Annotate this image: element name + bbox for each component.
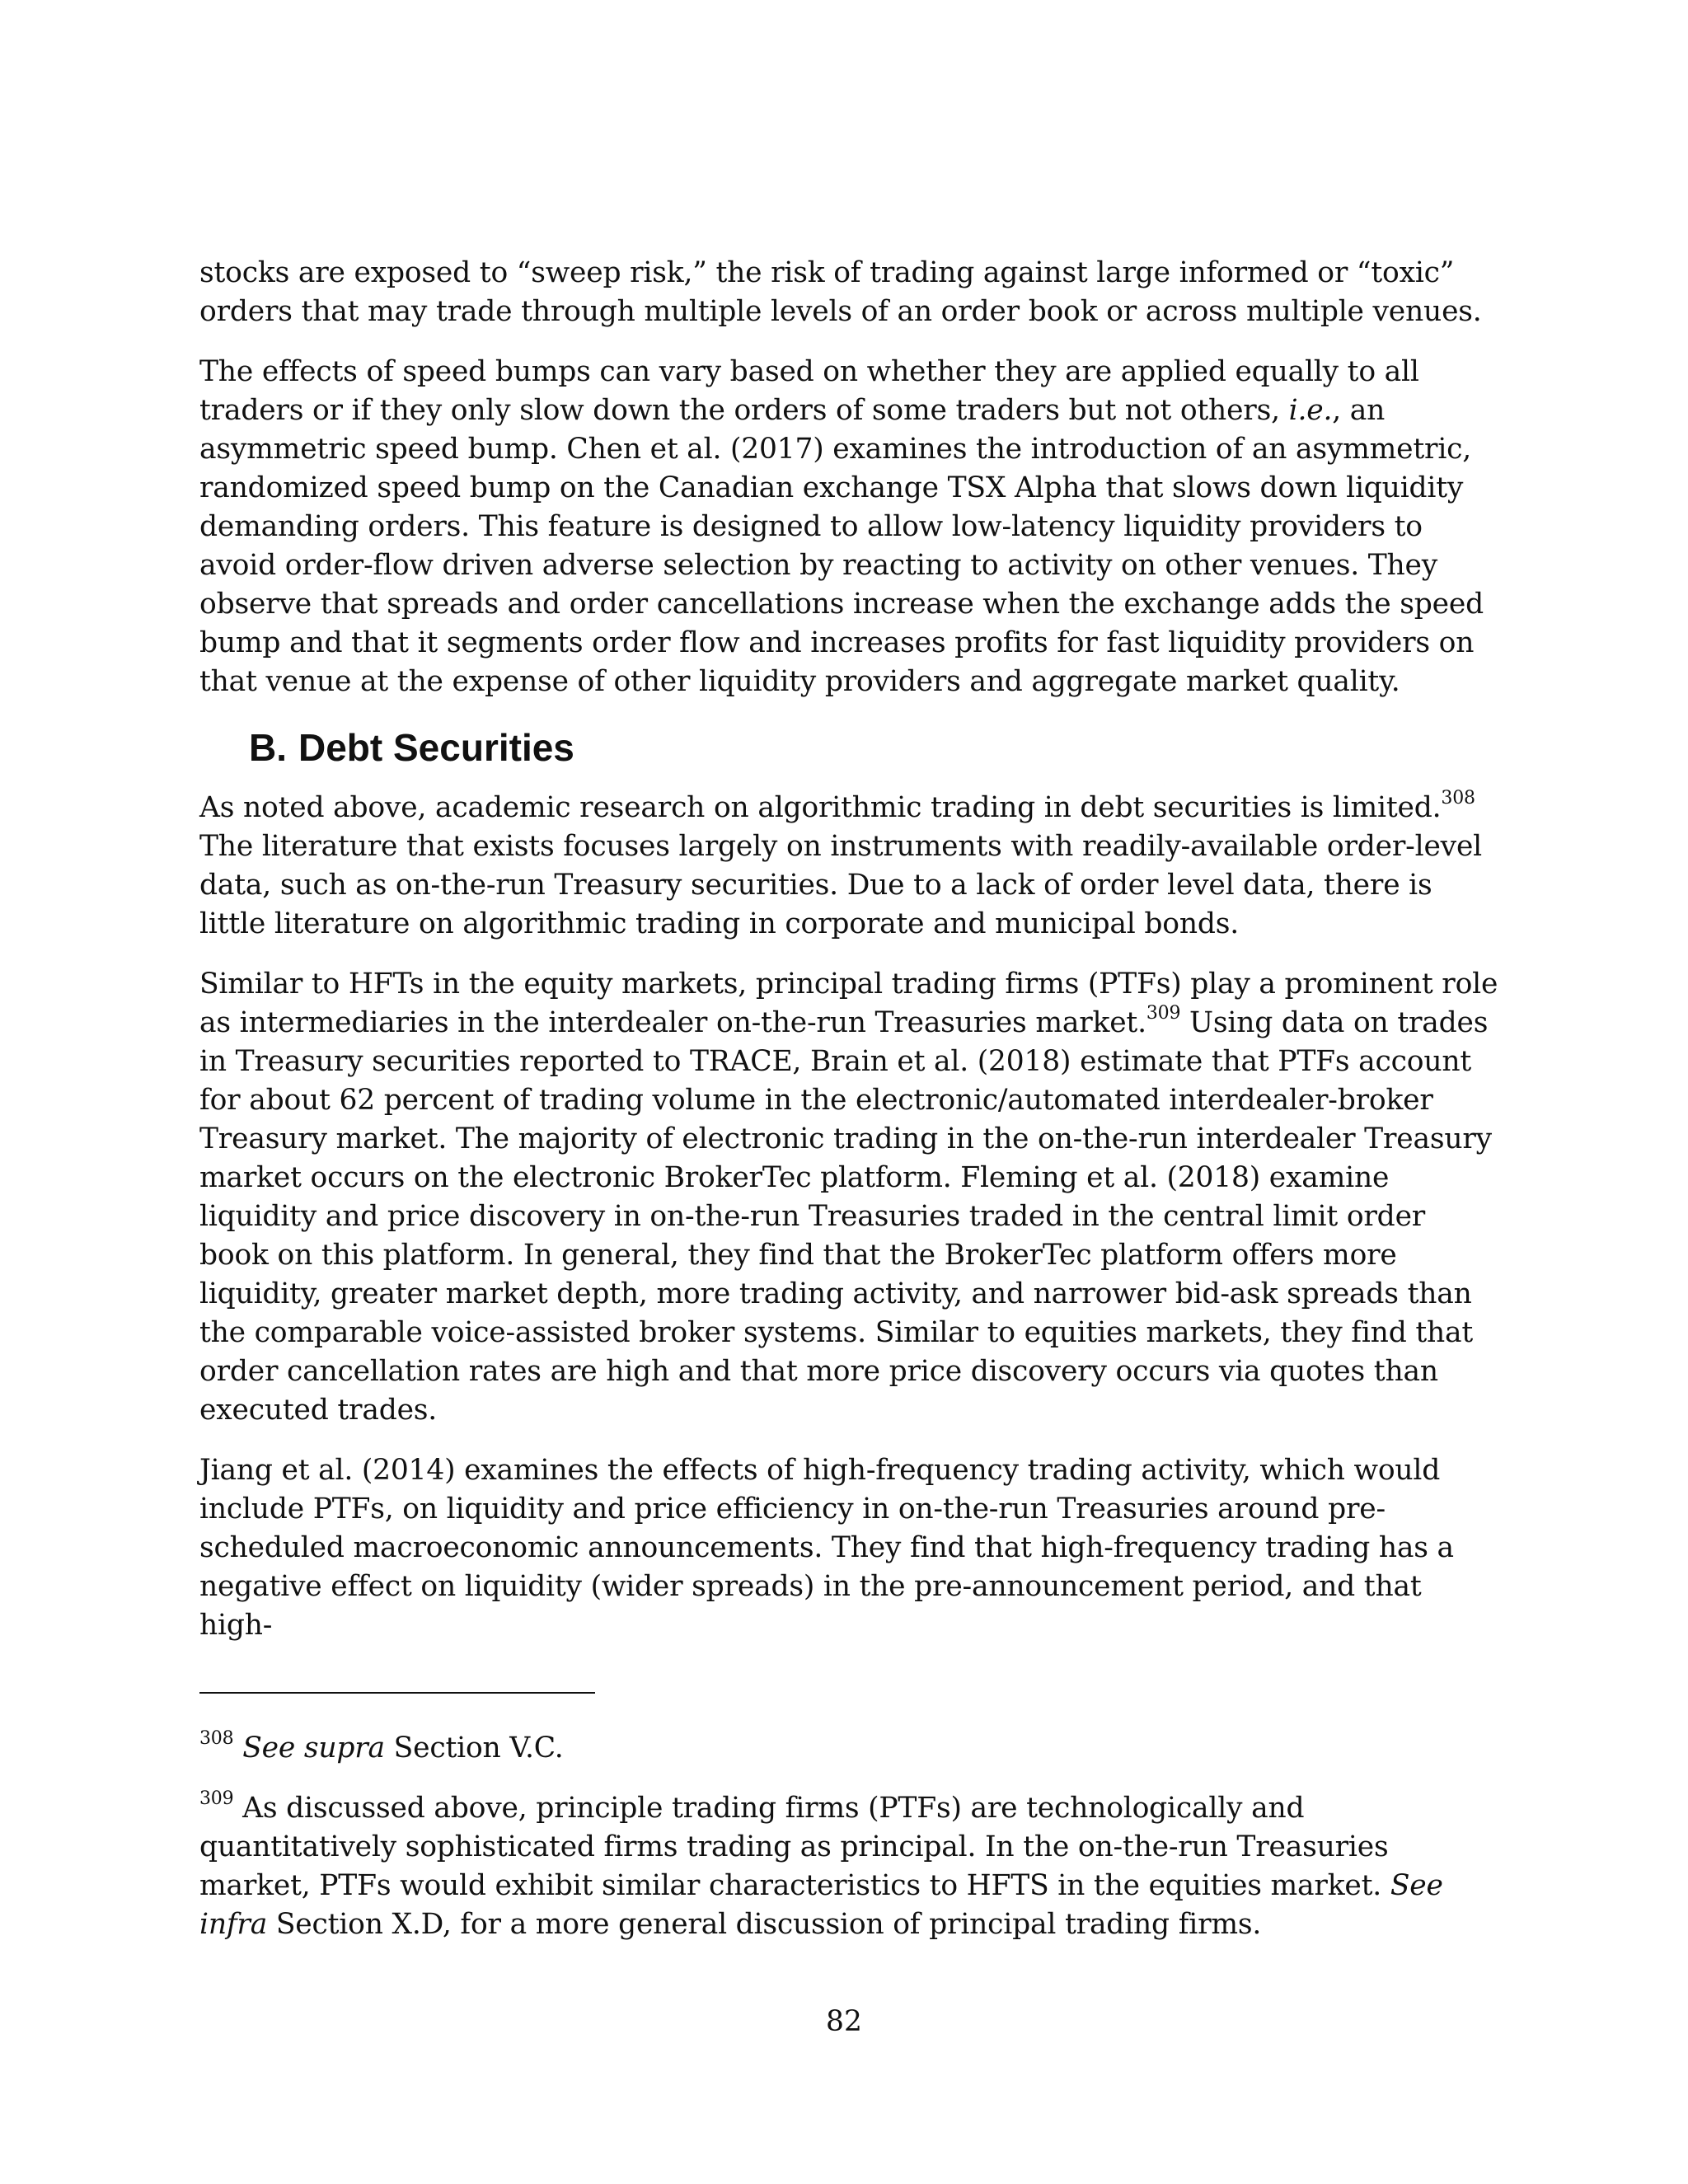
italic-ie: i.e. xyxy=(1288,394,1333,427)
page-number: 82 xyxy=(826,2005,862,2038)
main-text xyxy=(199,254,1502,1666)
paragraph-academic-research xyxy=(199,789,1502,944)
paragraph-text: Similar to HFTs in the equity markets, principal trading firms (PTFs) play a prominent role as intermediaries in the interdealer on-the-run Treasuries market. xyxy=(199,968,1498,1039)
footnote-separator xyxy=(199,1692,595,1694)
section-heading-debt-securities xyxy=(199,723,1502,772)
section-number: B. xyxy=(249,726,287,769)
footnote-mark: 308 xyxy=(199,1728,234,1749)
paragraph-text: The literature that exists focuses largely on instruments with readily-available order-level data, such as on-the-run Treasury securities. Due to a lack of order level data, there is little literature on algorithmic trading in corporate and municipal bonds. xyxy=(199,830,1483,940)
footnote-text: As discussed above, principle trading firms (PTFs) are technologically and quantitatively sophisticated firms trading as principal. In the on-the-run Treasuries market, PTFs would exhibit similar characteristics to HFTS in the equities market. xyxy=(199,1792,1390,1902)
footnotes xyxy=(199,1729,1502,1966)
italic-see-supra: See supra xyxy=(242,1732,385,1765)
paragraph-jiang-et-al xyxy=(199,1451,1502,1645)
italic-see-infra: See infra xyxy=(199,1869,1443,1941)
paragraph-text: stocks are exposed to “sweep risk,” the risk of trading against large informed or “toxic” orders that may trade through multiple levels of an order book or across multiple venues. xyxy=(199,256,1482,328)
footnote-308 xyxy=(199,1729,1502,1768)
paragraph-text: As noted above, academic research on algorithmic trading in debt securities is limited. xyxy=(199,791,1442,824)
footnote-reference-309[interactable]: 309 xyxy=(1146,1003,1181,1024)
footnote-309 xyxy=(199,1789,1502,1944)
footnote-mark: 309 xyxy=(199,1788,234,1809)
paragraph-text: Jiang et al. (2014) examines the effects of high-frequency trading activity, which would include PTFs, on liquidity and price efficiency in on-the-run Treasuries around pre-scheduled macroeconomic announcements. They find that high-frequency trading has a negative effect on liquidity (wider spreads) in the pre-announcement period, and that high- xyxy=(199,1454,1454,1642)
section-title: Debt Securities xyxy=(298,726,574,769)
footnote-text: Section X.D, for a more general discussion of principal trading firms. xyxy=(267,1908,1262,1941)
paragraph-principal-trading-firms xyxy=(199,965,1502,1430)
paragraph-speed-bumps xyxy=(199,353,1502,701)
paragraph-text: Using data on trades in Treasury securities reported to TRACE, Brain et al. (2018) estimate that PTFs account for about 62 percent of trading volume in the electronic/automated interdealer-broker Treasury market. The majority of electronic trading in the on-the-run interdealer Treasury market occurs on the electronic BrokerTec platform. Fleming et al. (2018) examine liquidity and price discovery in on-the-run Treasuries traded in the central limit order book on this platform. In general, they find that the BrokerTec platform offers more liquidity, greater market depth, more trading activity, and narrower bid-ask spreads than the comparable voice-assisted broker systems. Similar to equities markets, they find that order cancellation rates are high and that more price discovery occurs via quotes than executed trades. xyxy=(199,1006,1492,1427)
footnote-text: Section V.C. xyxy=(384,1732,564,1765)
footnote-reference-308[interactable]: 308 xyxy=(1441,788,1475,808)
paragraph-text: The effects of speed bumps can vary based on whether they are applied equally to all traders or if they only slow down the orders of some traders but not others, xyxy=(199,355,1419,427)
paragraph-sweep-risk xyxy=(199,254,1502,331)
paragraph-text: , an asymmetric speed bump. Chen et al. (2017) examines the introduction of an asymmetric, randomized speed bump on the Canadian exchange TSX Alpha that slows down liquidity demanding orders. This feature is designed to allow low-latency liquidity providers to avoid order-flow driven adverse selection by reacting to activity on other venues. They observe that spreads and order cancellations increase when the exchange adds the speed bump and that it segments order flow and increases profits for fast liquidity providers on that venue at the expense of other liquidity providers and aggregate market quality. xyxy=(199,394,1484,698)
